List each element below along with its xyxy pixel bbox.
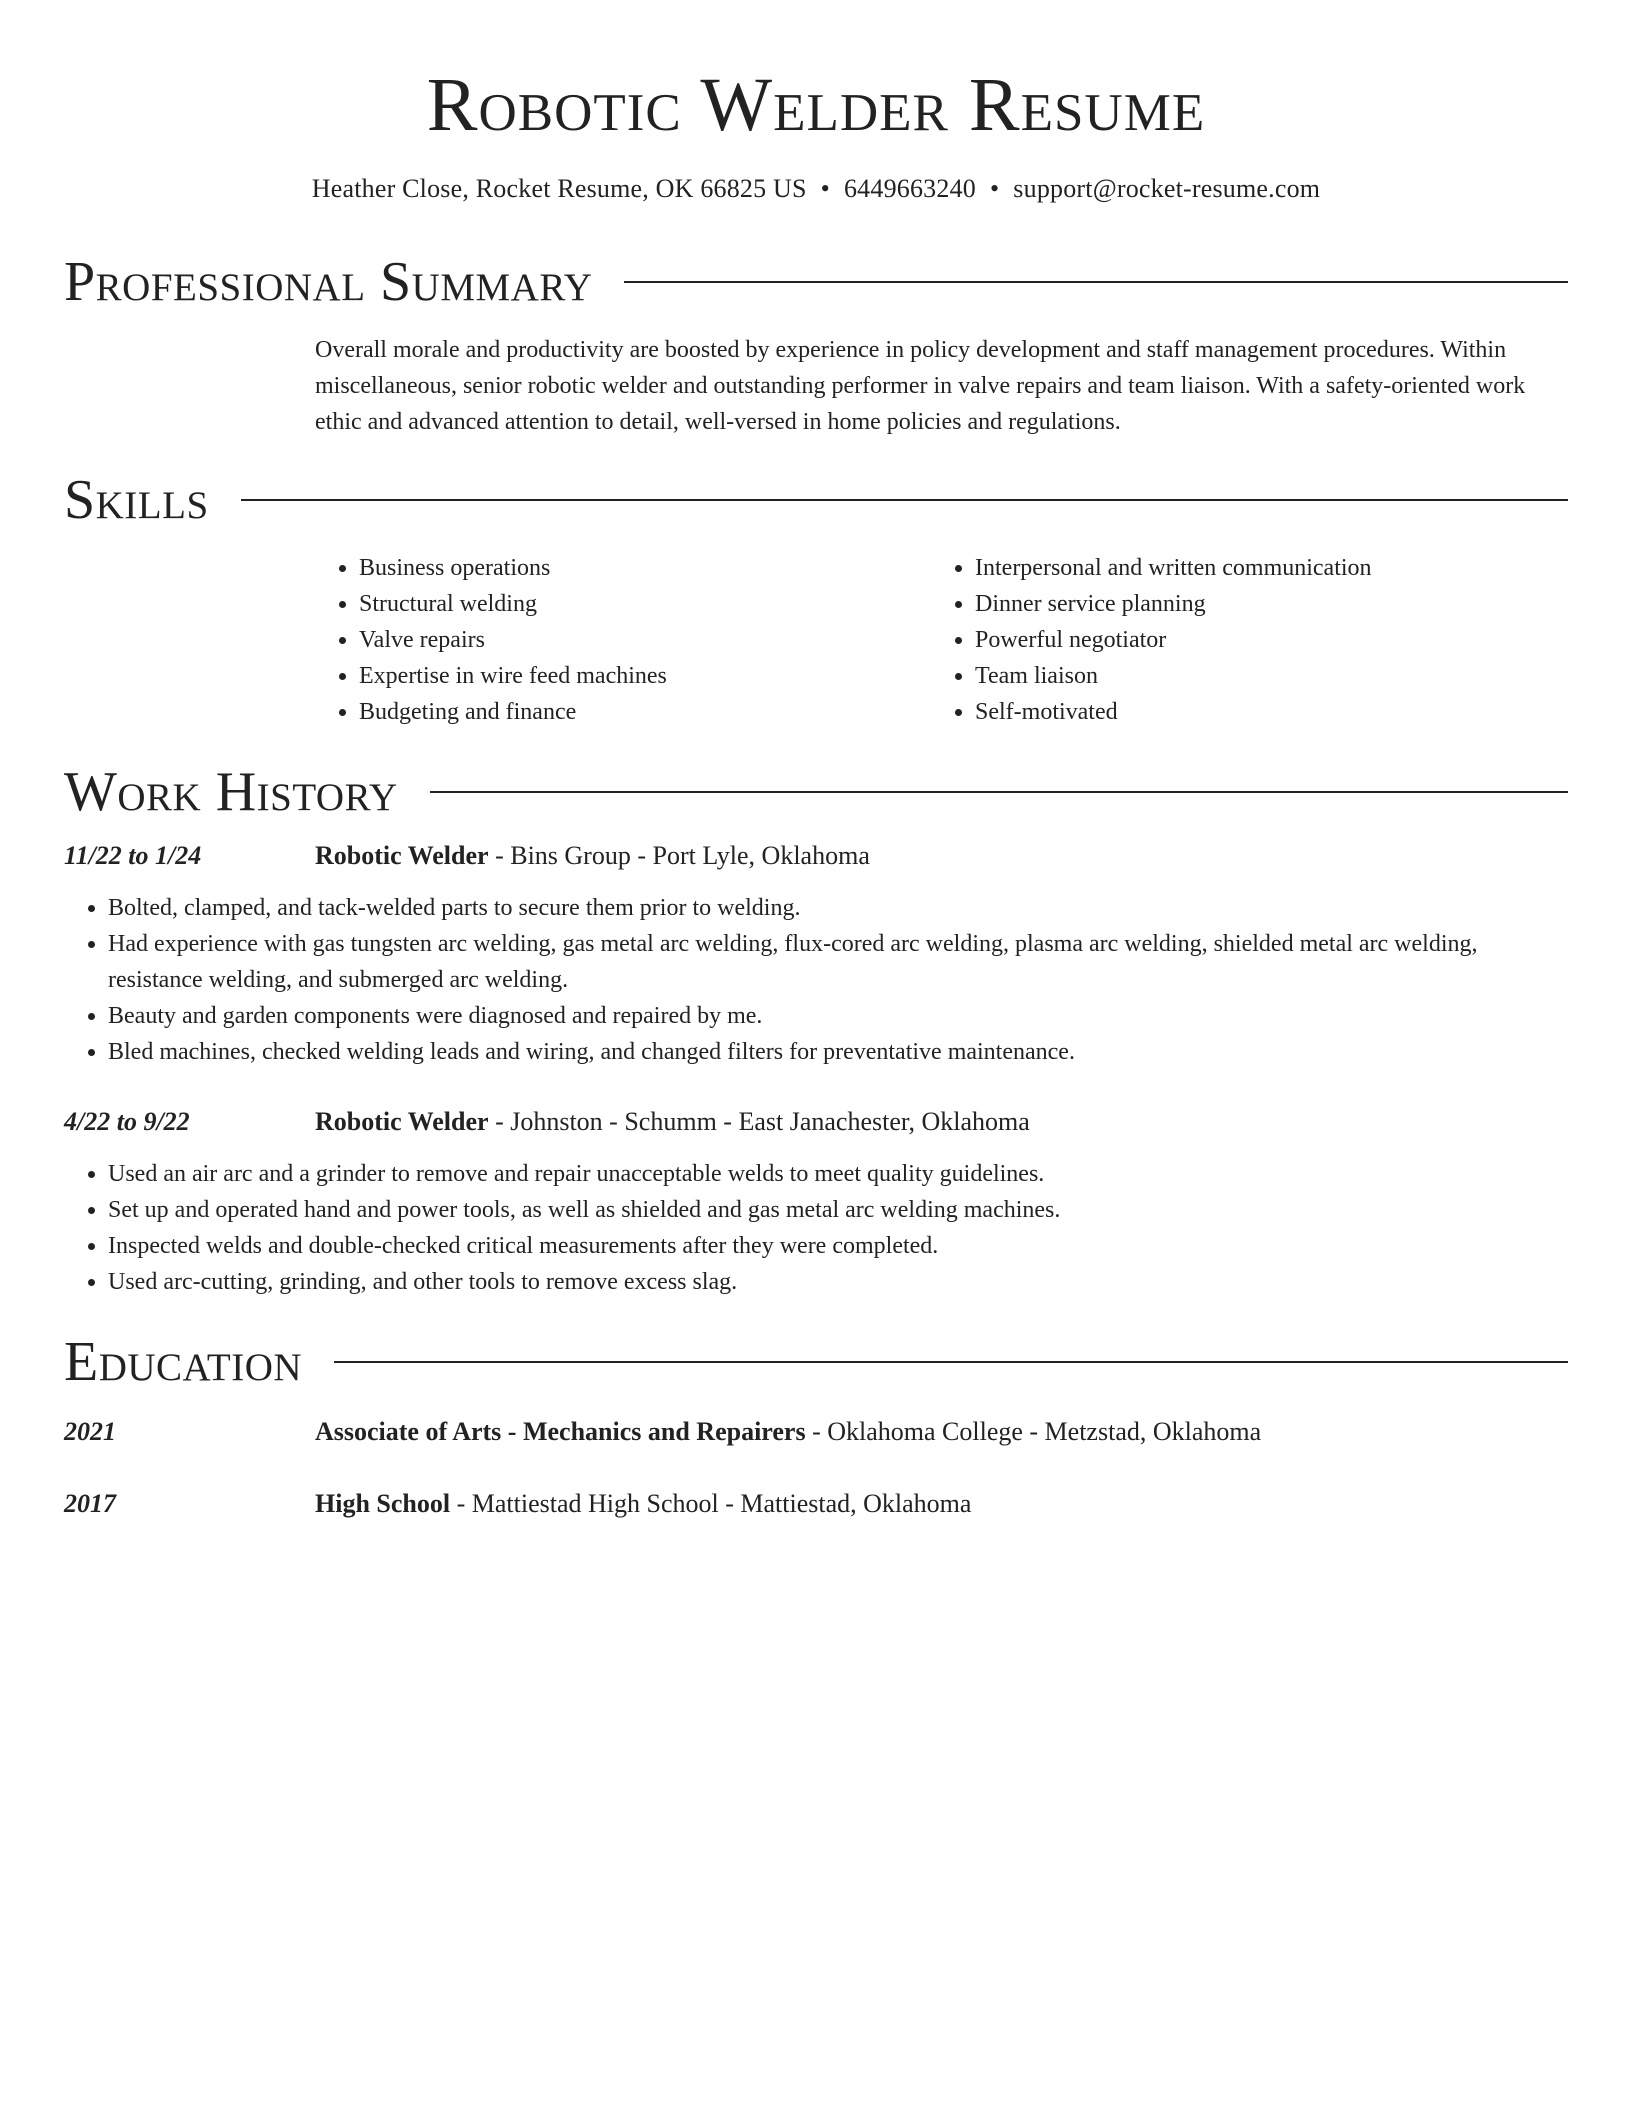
skill-item: • Dinner service planning	[975, 586, 1547, 622]
job-header	[64, 838, 1568, 874]
work-section-header	[64, 760, 1568, 824]
skill-item: • Powerful negotiator	[975, 622, 1547, 658]
skill-item: • Interpersonal and written communication	[975, 550, 1547, 586]
job-bullets	[64, 1156, 1568, 1300]
job-dates: 11/22 to 1/24	[64, 841, 202, 870]
skill-item: • Team liaison	[975, 658, 1547, 694]
skill-item: • Budgeting and finance	[359, 694, 931, 730]
job-details: - Bins Group - Port Lyle, Oklahoma	[488, 841, 870, 870]
education-year: 2021	[64, 1417, 116, 1446]
contact-line	[64, 172, 1568, 206]
skill-item: • Business operations	[359, 550, 931, 586]
skill-item: • Expertise in wire feed machines	[359, 658, 931, 694]
job-bullet: • Inspected welds and double-checked critical measurements after they were completed.	[108, 1228, 1568, 1264]
job-entry	[64, 838, 1568, 1070]
job-details: - Johnston - Schumm - East Janachester, Oklahoma	[488, 1107, 1030, 1136]
skills-section-header	[64, 468, 1568, 532]
skill-item: • Structural welding	[359, 586, 931, 622]
contact-phone: 6449663240	[843, 174, 976, 203]
job-role: Robotic Welder	[315, 1107, 489, 1136]
job-entry	[64, 1104, 1568, 1300]
skills-heading: Skills	[64, 469, 209, 531]
summary-section-header	[64, 250, 1568, 314]
education-degree: High School	[315, 1489, 451, 1518]
skill-item: • Self-motivated	[975, 694, 1547, 730]
education-entry	[64, 1486, 1568, 1522]
section-divider	[241, 499, 1568, 501]
education-line	[315, 1414, 1261, 1450]
contact-address: Heather Close, Rocket Resume, OK 66825 US	[311, 174, 807, 203]
job-bullet: • Bolted, clamped, and tack-welded parts to secure them prior to welding.	[108, 890, 1568, 926]
education-section-header	[64, 1330, 1568, 1394]
section-divider	[430, 791, 1568, 793]
resume-page	[64, 0, 1568, 1522]
education-entry	[64, 1414, 1568, 1450]
education-line	[315, 1486, 971, 1522]
section-divider	[624, 281, 1568, 283]
job-bullets	[64, 890, 1568, 1070]
job-title-line	[315, 838, 870, 874]
job-bullet: • Used arc-cutting, grinding, and other tools to remove excess slag.	[108, 1264, 1568, 1300]
education-heading: Education	[64, 1331, 303, 1393]
contact-separator: •	[989, 174, 1000, 203]
skills-column-left	[315, 550, 931, 730]
skill-item: • Valve repairs	[359, 622, 931, 658]
job-dates: 4/22 to 9/22	[64, 1107, 190, 1136]
education-year: 2017	[64, 1489, 116, 1518]
contact-separator: •	[820, 174, 830, 203]
job-bullet: • Had experience with gas tungsten arc welding, gas metal arc welding, flux-cored arc welding, plasma arc welding, shielded metal arc welding, resistance welding, and submerged arc welding.	[108, 926, 1568, 998]
skills-column-right	[931, 550, 1547, 730]
skills-list	[315, 550, 1568, 730]
job-role: Robotic Welder	[315, 841, 489, 870]
job-bullet: • Beauty and garden components were diagnosed and repaired by me.	[108, 998, 1568, 1034]
job-bullet: • Set up and operated hand and power tools, as well as shielded and gas metal arc welding machines.	[108, 1192, 1568, 1228]
job-header	[64, 1104, 1568, 1140]
job-bullet: • Bled machines, checked welding leads and wiring, and changed filters for preventative maintenance.	[108, 1034, 1568, 1070]
education-details: - Oklahoma College - Metzstad, Oklahoma	[805, 1417, 1262, 1446]
work-heading: Work History	[64, 761, 398, 823]
job-title-line	[315, 1104, 1030, 1140]
contact-email: support@rocket-resume.com	[1013, 174, 1321, 203]
education-degree: Associate of Arts - Mechanics and Repairers	[315, 1417, 806, 1446]
summary-heading: Professional Summary	[64, 251, 593, 313]
education-details: - Mattiestad High School - Mattiestad, Oklahoma	[450, 1489, 972, 1518]
resume-title: Robotic Welder Resume	[426, 63, 1206, 147]
section-divider	[334, 1361, 1568, 1363]
job-bullet: • Used an air arc and a grinder to remove and repair unacceptable welds to meet quality guidelines.	[108, 1156, 1568, 1192]
summary-text: Overall morale and productivity are boosted by experience in policy development and staff management procedures. Within miscellaneous, senior robotic welder and outstanding performer in valve repairs and team liaison. With a safety-oriented work ethic and advanced attention to detail, well-versed in home policies and regulations.	[315, 337, 1526, 435]
